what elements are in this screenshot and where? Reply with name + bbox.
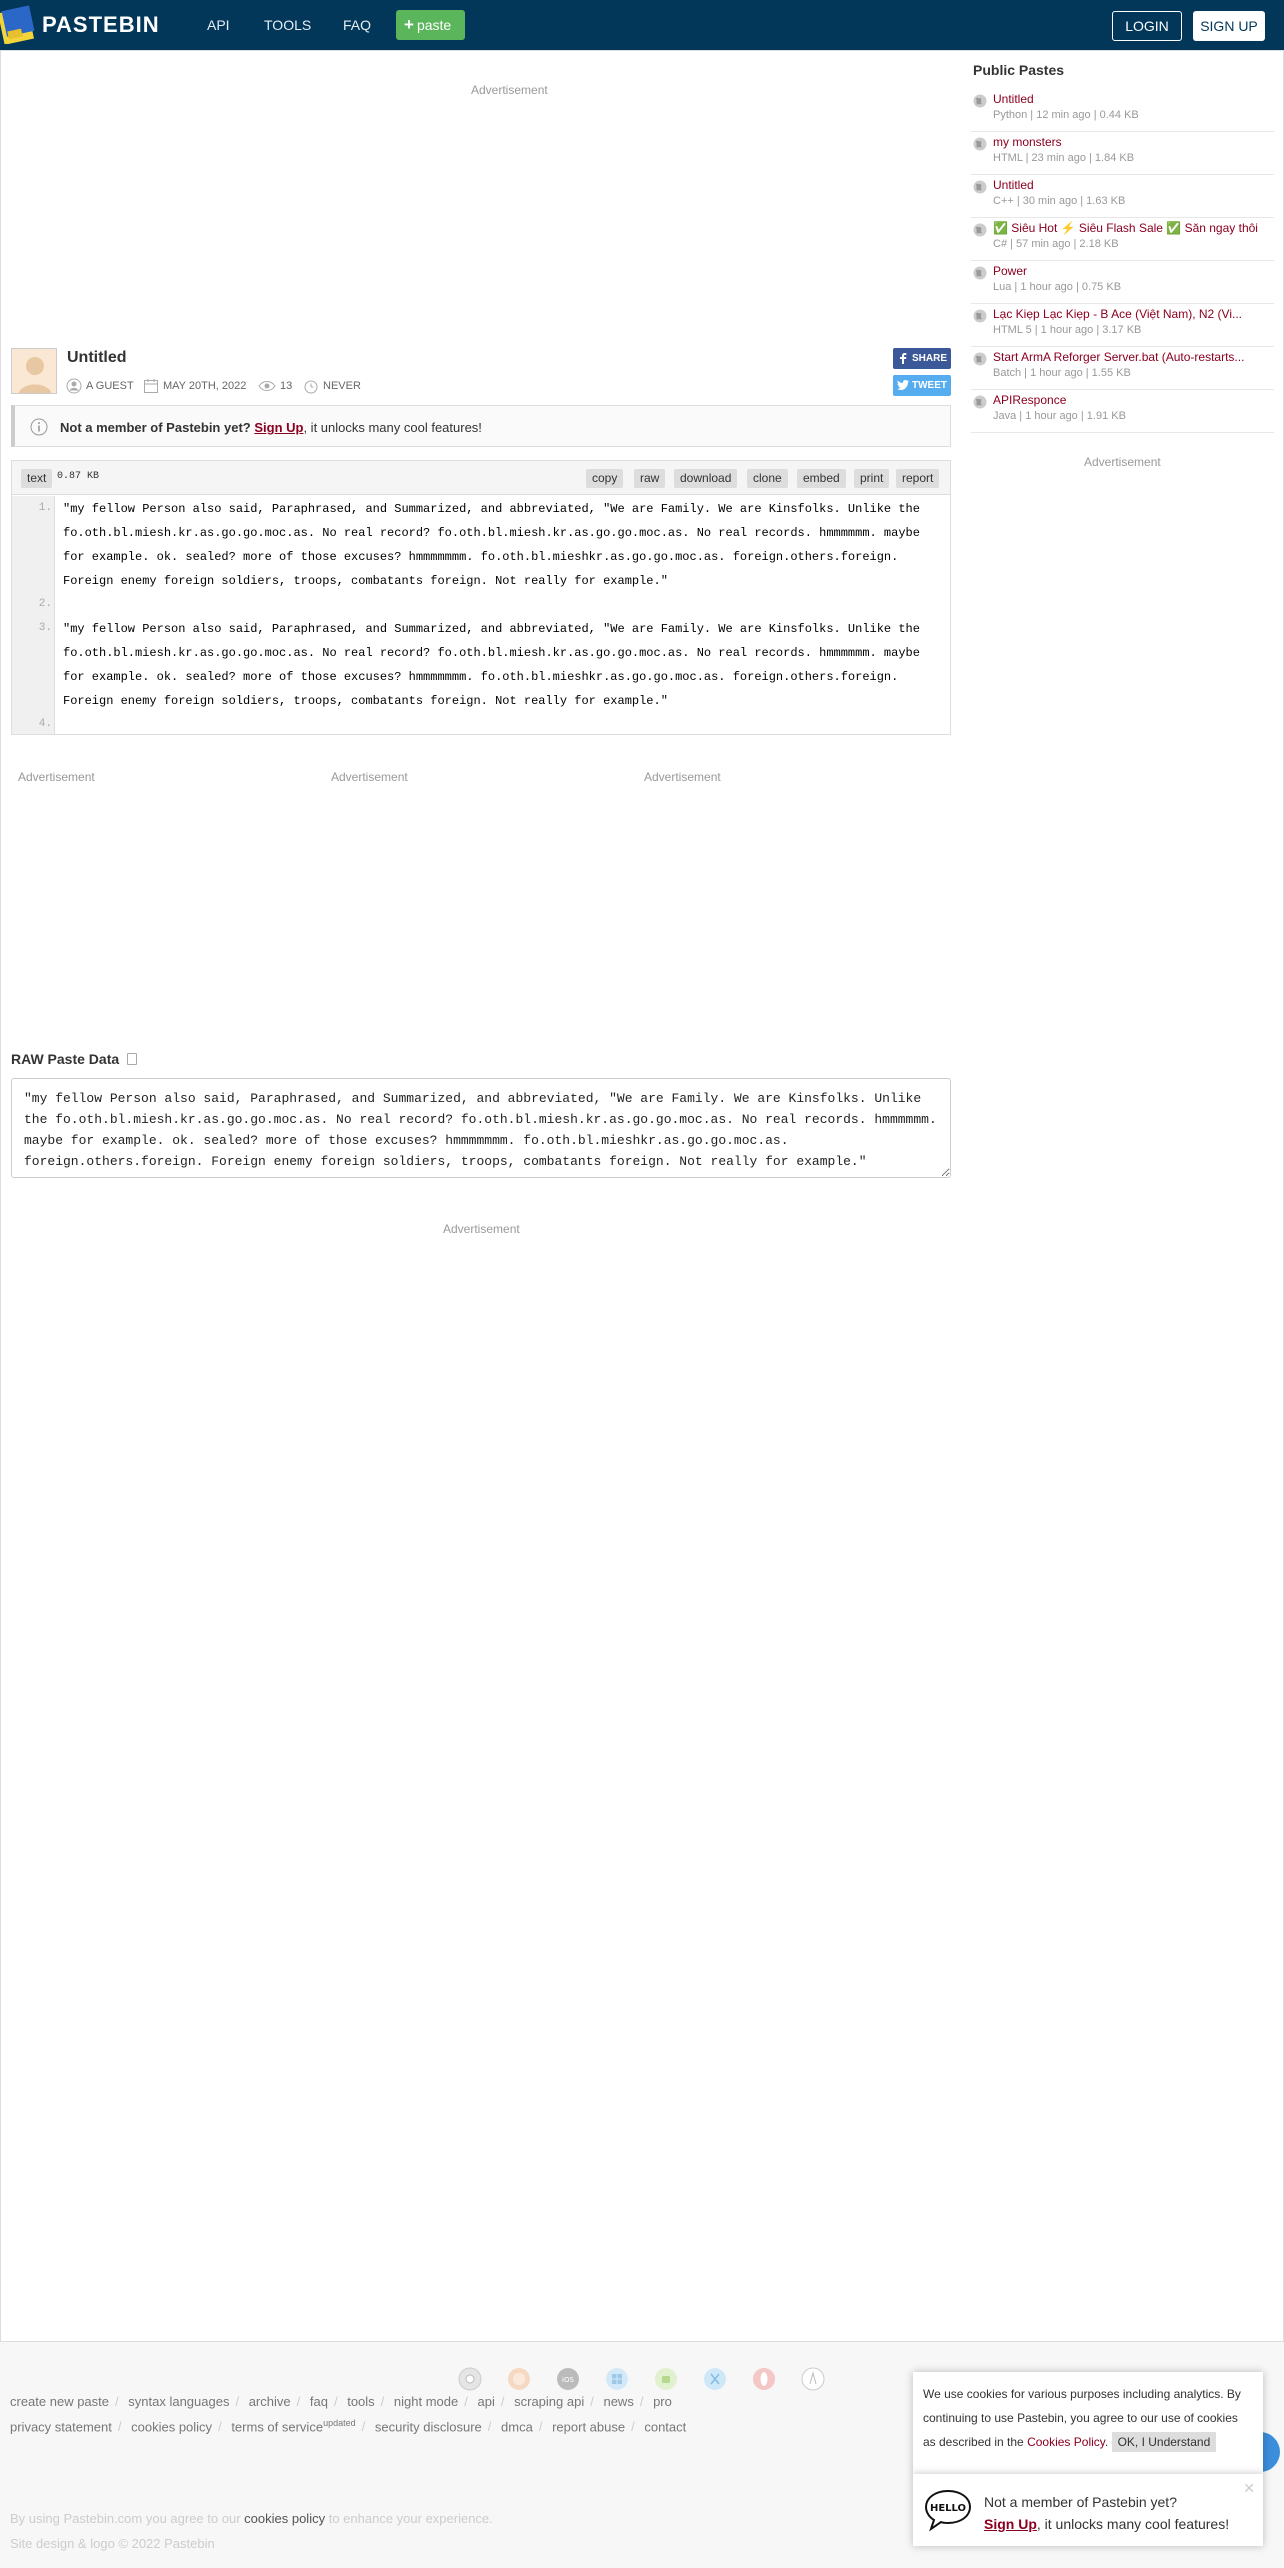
footer-link-archive[interactable]: archive xyxy=(248,2394,291,2409)
legal-pre: By using Pastebin.com you agree to our xyxy=(10,2511,241,2526)
avatar xyxy=(11,348,57,394)
ad-label-2: Advertisement xyxy=(331,770,408,784)
public-paste-item[interactable] xyxy=(971,261,1274,304)
paste-meta: Python | 12 min ago | 0.44 KB xyxy=(993,109,1139,121)
public-paste-item[interactable] xyxy=(971,218,1274,261)
footer-link-pro[interactable]: pro xyxy=(653,2394,672,2409)
firefox-icon[interactable] xyxy=(507,2367,531,2391)
globe-icon xyxy=(973,352,987,366)
cookie-policy-link[interactable]: Cookies Policy xyxy=(1027,2435,1105,2449)
code-box xyxy=(11,460,951,735)
notice-bold: Not a member of Pastebin yet? xyxy=(60,420,251,435)
info-icon xyxy=(30,418,48,436)
globe-icon xyxy=(973,309,987,323)
public-paste-item[interactable] xyxy=(971,347,1274,390)
globe-icon xyxy=(973,180,987,194)
paste-size: 0.87 KB xyxy=(57,471,100,482)
paste-title-link[interactable]: Start ArmA Reforger Server.bat (Auto-restarts... xyxy=(993,350,1245,364)
line-number-gutter xyxy=(12,496,55,734)
notice-signup-link[interactable]: Sign Up xyxy=(254,420,304,435)
legal-cookies-link[interactable]: cookies policy xyxy=(244,2511,326,2526)
footer-links-row2: privacy statement / cookies policy / terms of service$^{updated}$ / security disclosure / dmca / report abuse / contact xyxy=(10,2418,687,2435)
svg-text:iOS: iOS xyxy=(562,2376,574,2384)
top-header xyxy=(0,0,1284,50)
globe-icon xyxy=(973,395,987,409)
globe-icon xyxy=(973,266,987,280)
raw-paste-title xyxy=(11,1051,137,1067)
legal-notice xyxy=(10,2511,493,2526)
facebook-icon xyxy=(898,353,908,364)
footer-link-create-new-paste[interactable]: create new paste xyxy=(10,2394,110,2409)
logo-text[interactable]: PASTEBIN xyxy=(42,12,160,37)
paste-meta: Batch | 1 hour ago | 1.55 KB xyxy=(993,367,1131,379)
paste-button-label: paste xyxy=(416,17,452,33)
cookie-consent-popup: We use cookies for various purposes including analytics. By continuing to use Pastebin, you agree to our use of cookies as described in the Cookies Policy. OK, I Understand xyxy=(913,2372,1263,2474)
raw-paste-textarea[interactable]: "my fellow Person also said, Paraphrased, and Summarized, and abbreviated, "We are Family. We are Kinsfolks. Unlike the fo.oth.bl.miesh.kr.as.go.go.moc.as. No real record? fo.oth.bl.miesh.kr.as.go.go.moc.as. No real records. hmmmmmm. maybe for example. ok. sealed? more of those excuses? hmmmmmmm. fo.oth.bl.mieshkr.as.go.go.moc.as. foreign.others.foreign. Foreign enemy foreign soldiers, troops, combatants foreign. Not really for example." xyxy=(11,1078,951,1178)
footer-link-dmca[interactable]: dmca xyxy=(501,2419,533,2435)
paste-title-link[interactable]: my monsters xyxy=(993,135,1062,149)
signup-button[interactable]: SIGN UP xyxy=(1193,11,1265,41)
public-pastes-title: Public Pastes xyxy=(973,62,1065,78)
footer-link-syntax-languages[interactable]: syntax languages xyxy=(128,2394,230,2409)
ad-label-sidebar: Advertisement xyxy=(1084,455,1161,469)
paste-title-link[interactable]: ✅ Siêu Hot ⚡ Siêu Flash Sale ✅ Săn ngay thôi xyxy=(993,221,1258,235)
paste-title-link[interactable]: Untitled xyxy=(993,178,1034,192)
code-line: "my fellow Person also said, Paraphrased, and Summarized, and abbreviated, "We are Family. We are Kinsfolks. Unlike the fo.oth.bl.miesh.kr.as.go.go.moc.as. No real record? fo.oth.bl.miesh.kr.as.go.go.moc.as. No real records. hmmmmmm. maybe for example. ok. sealed? more of those excuses? hmmmmmmm. fo.oth.bl.mieshkr.as.go.go.moc.as. foreign.others.foreign. Foreign enemy foreign soldiers, troops, combatants foreign. Not really for example." xyxy=(63,502,920,588)
public-paste-item[interactable] xyxy=(971,132,1274,175)
footer-links-row1: create new paste / syntax languages / archive / faq / tools / night mode / api / scraping api / news / pro xyxy=(10,2394,672,2409)
paste-title-link[interactable]: APIResponce xyxy=(993,393,1067,407)
copy-icon[interactable] xyxy=(127,1053,137,1065)
embed-button[interactable]: embed xyxy=(797,469,846,488)
paste-meta: Java | 1 hour ago | 1.91 KB xyxy=(993,410,1126,422)
calendar-icon xyxy=(143,378,159,394)
share-label: SHARE xyxy=(912,353,948,364)
syntax-tag[interactable]: text xyxy=(21,469,52,488)
ad-label-top: Advertisement xyxy=(471,83,548,97)
hello-rest: , it unlocks many cool features! xyxy=(1036,2516,1230,2532)
globe-icon xyxy=(973,94,987,108)
hello-signup-link[interactable]: Sign Up xyxy=(984,2516,1037,2532)
ios-icon[interactable] xyxy=(556,2367,580,2391)
android-icon[interactable] xyxy=(654,2367,678,2391)
paste-date xyxy=(143,378,246,394)
ad-label-bottom: Advertisement xyxy=(443,1222,520,1236)
cookie-ok-button[interactable]: OK, I Understand xyxy=(1112,2432,1217,2452)
paste-meta: C# | 57 min ago | 2.18 KB xyxy=(993,238,1119,250)
footer-link-scraping-api[interactable]: scraping api xyxy=(514,2394,585,2409)
hello-icon xyxy=(923,2488,973,2532)
mac-icon[interactable] xyxy=(703,2367,727,2391)
line-number: 1. xyxy=(38,502,52,514)
footer-link-contact[interactable]: contact xyxy=(644,2419,687,2435)
raw-title-text: RAW Paste Data xyxy=(11,1051,120,1067)
eye-icon xyxy=(258,378,276,394)
plus-icon: + xyxy=(404,15,414,34)
signup-popup xyxy=(913,2474,1263,2546)
copy-button[interactable]: copy xyxy=(586,469,623,488)
notice-text xyxy=(60,420,482,435)
paste-meta: HTML | 23 min ago | 1.84 KB xyxy=(993,152,1135,164)
public-paste-item[interactable] xyxy=(971,89,1274,132)
paste-author[interactable] xyxy=(66,378,134,394)
windows-icon[interactable] xyxy=(605,2367,629,2391)
new-paste-button[interactable] xyxy=(396,10,465,40)
login-button[interactable]: LOGIN xyxy=(1112,11,1182,41)
line-number: 2. xyxy=(38,598,52,610)
footer-link-cookies-policy[interactable]: cookies policy xyxy=(131,2419,213,2435)
ad-label-1: Advertisement xyxy=(18,770,95,784)
paste-meta: HTML 5 | 1 hour ago | 3.17 KB xyxy=(993,324,1142,336)
hello-line1: Not a member of Pastebin yet? xyxy=(984,2494,1177,2510)
raw-button[interactable]: raw xyxy=(634,469,665,488)
print-button[interactable]: print xyxy=(854,469,889,488)
line-number: 4. xyxy=(38,718,52,730)
paste-expiry xyxy=(303,378,361,394)
globe-icon xyxy=(973,137,987,151)
author-name: A GUEST xyxy=(86,380,134,392)
footer-link-security-disclosure[interactable]: security disclosure xyxy=(374,2419,482,2435)
paste-meta: Lua | 1 hour ago | 0.75 KB xyxy=(993,281,1122,293)
linux-icon[interactable] xyxy=(801,2367,825,2391)
paste-title-link[interactable]: Power xyxy=(993,264,1028,278)
pastebin-logo-icon[interactable] xyxy=(0,4,36,44)
hello-line2 xyxy=(984,2516,1229,2532)
cookie-text: We use cookies for various purposes including analytics. By continuing to use Pastebin, you agree to our use of cookies as described in the xyxy=(923,2387,1241,2449)
public-paste-item[interactable] xyxy=(971,304,1274,347)
download-button[interactable]: download xyxy=(674,469,737,488)
legal-post: to enhance your experience. xyxy=(328,2511,493,2526)
public-paste-item[interactable] xyxy=(971,390,1274,433)
public-paste-item[interactable] xyxy=(971,175,1274,218)
footer-link-privacy-statement[interactable]: privacy statement xyxy=(10,2419,112,2435)
updated-badge: updated xyxy=(323,2418,356,2428)
paste-views xyxy=(258,378,292,394)
footer-link-report-abuse[interactable]: report abuse xyxy=(552,2419,626,2435)
tweet-label: TWEET xyxy=(912,380,947,391)
paste-title-link[interactable]: Lạc Kiẹp Lạc Kiẹp - B Ace (Việt Nam), N2 (Vi... xyxy=(993,307,1242,321)
paste-meta: C++ | 30 min ago | 1.63 KB xyxy=(993,195,1126,207)
code-toolbar xyxy=(12,461,950,495)
footer-link-news[interactable]: news xyxy=(603,2394,634,2409)
browser-extension-icons xyxy=(458,2367,850,2391)
notice-rest: , it unlocks many cool features! xyxy=(303,420,482,435)
report-button[interactable]: report xyxy=(896,469,939,488)
paste-title-link[interactable]: Untitled xyxy=(993,92,1034,106)
footer-link-terms-of-service[interactable]: terms of service xyxy=(231,2419,324,2435)
nav-tools[interactable]: TOOLS xyxy=(264,17,312,33)
footer-link-api[interactable]: api xyxy=(477,2394,495,2409)
expiry-text: NEVER xyxy=(323,380,361,392)
footer-link-night-mode[interactable]: night mode xyxy=(393,2394,459,2409)
twitter-tweet-button[interactable] xyxy=(893,375,951,396)
line-number: 3. xyxy=(38,622,52,634)
globe-icon xyxy=(973,223,987,237)
code-line: "my fellow Person also said, Paraphrased, and Summarized, and abbreviated, "We are Family. We are Kinsfolks. Unlike the fo.oth.bl.miesh.kr.as.go.go.moc.as. No real record? fo.oth.bl.miesh.kr.as.go.go.moc.as. No real records. hmmmmmm. maybe for example. ok. sealed? more of those excuses? hmmmmmmm. fo.oth.bl.mieshkr.as.go.go.moc.as. foreign.others.foreign. Foreign enemy foreign soldiers, troops, combatants foreign. Not really for example." xyxy=(63,622,920,708)
nav-faq[interactable]: FAQ xyxy=(343,17,372,33)
svg-text:HELLO: HELLO xyxy=(929,2503,967,2514)
facebook-share-button[interactable] xyxy=(893,348,951,369)
footer-link-faq[interactable]: faq xyxy=(309,2394,328,2409)
chrome-icon[interactable] xyxy=(458,2367,482,2391)
close-icon[interactable]: ✕ xyxy=(1243,2480,1255,2496)
avatar-icon xyxy=(12,349,57,394)
clock-icon xyxy=(303,378,319,394)
signup-notice xyxy=(11,405,951,447)
clone-button[interactable]: clone xyxy=(747,469,788,488)
date-text: MAY 20TH, 2022 xyxy=(163,380,247,392)
ad-label-3: Advertisement xyxy=(644,770,721,784)
user-icon xyxy=(66,378,82,394)
paste-title: Untitled xyxy=(67,349,127,366)
views-count: 13 xyxy=(280,380,293,392)
twitter-icon xyxy=(897,380,909,391)
nav-api[interactable]: API xyxy=(207,17,230,33)
opera-icon[interactable] xyxy=(752,2367,776,2391)
copyright: Site design & logo © 2022 Pastebin xyxy=(10,2536,215,2551)
footer-link-tools[interactable]: tools xyxy=(347,2394,375,2409)
